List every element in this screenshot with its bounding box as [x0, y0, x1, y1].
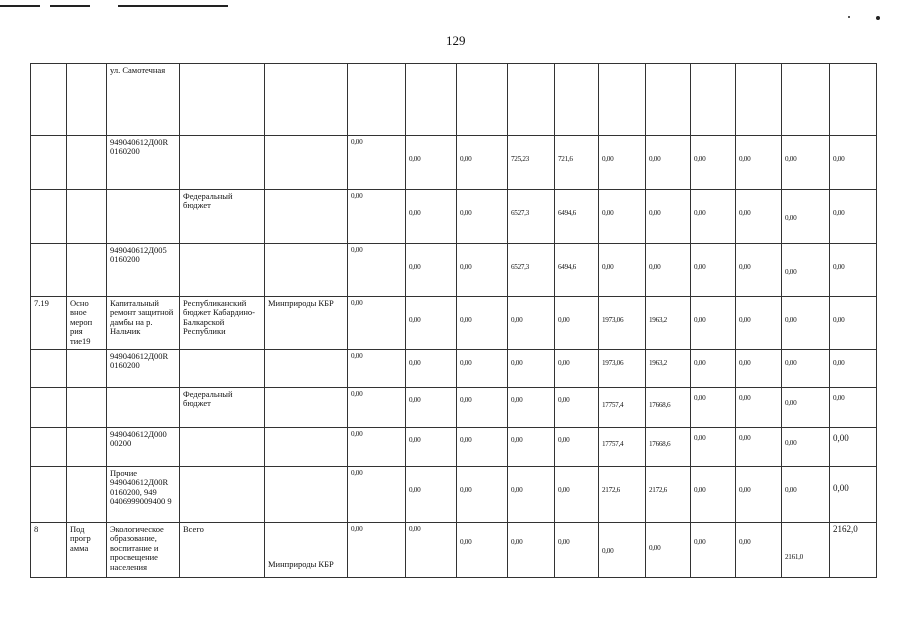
value-cell: 0,00 — [649, 155, 661, 163]
value-cell: 0,00 — [460, 155, 472, 163]
value-cell: 0,00 — [833, 155, 845, 163]
value-cell: 0,00 — [409, 209, 421, 217]
value-cell: 0,00 — [649, 263, 661, 271]
value-cell: 0,00 — [351, 525, 363, 533]
value-cell: 0,00 — [409, 155, 421, 163]
value-cell: 0,00 — [409, 486, 421, 494]
value-cell: 0,00 — [785, 399, 797, 407]
value-cell: 0,00 — [558, 538, 570, 546]
value-cell: 1963,2 — [649, 359, 667, 367]
table-row — [31, 350, 877, 388]
value-cell: 0,00 — [694, 155, 706, 163]
funding-source-cell — [180, 64, 265, 136]
funding-source-cell: Республиканский бюджет Кабардино-Балкарской Республики — [180, 297, 265, 350]
value-cell: 0,00 — [558, 359, 570, 367]
value-cell: 0,00 — [602, 263, 614, 271]
row-number-cell — [31, 64, 67, 136]
funding-source-cell: Федеральный бюджет — [180, 190, 265, 244]
table-row — [31, 297, 877, 350]
value-cell: 0,00 — [460, 486, 472, 494]
table-row — [31, 428, 877, 467]
value-cell: 0,00 — [409, 396, 421, 404]
value-cell: 0,00 — [558, 486, 570, 494]
table-row — [31, 244, 877, 297]
page-number: 129 — [446, 33, 466, 48]
row-number-cell: 7.19 — [31, 297, 67, 350]
value-cell: 0,00 — [460, 316, 472, 324]
value-cell: 0,00 — [785, 439, 797, 447]
program-table — [30, 63, 877, 578]
budget-code-cell: 949040612Д005 0160200 — [107, 244, 180, 297]
value-cell: 0,00 — [409, 436, 421, 444]
value-cell: 0,00 — [833, 263, 845, 271]
event-type-cell — [67, 64, 107, 136]
budget-code-cell: 949040612Д000 00200 — [107, 428, 180, 467]
value-cell: 0,00 — [833, 433, 849, 443]
value-cell: 0,00 — [785, 155, 797, 163]
executor-cell — [265, 64, 348, 136]
value-cell: 0,00 — [694, 486, 706, 494]
value-cell: 0,00 — [694, 209, 706, 217]
value-cell: 1973,06 — [602, 359, 624, 367]
executor-cell: Минприроды КБР — [265, 523, 348, 578]
value-cell: 0,00 — [409, 263, 421, 271]
row-number-cell: 8 — [31, 523, 67, 578]
value-cell: 0,00 — [833, 316, 845, 324]
funding-source-cell: Всего — [180, 523, 265, 578]
budget-code-cell: 949040612Д00R 0160200 — [107, 350, 180, 388]
value-cell: 0,00 — [460, 538, 472, 546]
value-cell: 0,00 — [351, 430, 363, 438]
value-cell: 0,00 — [351, 469, 363, 477]
value-cell: 0,00 — [785, 486, 797, 494]
value-cell: 0,00 — [460, 396, 472, 404]
event-name-cell: Экологическое образование, воспитание и просвещение населения — [107, 523, 180, 578]
table-row — [31, 388, 877, 428]
value-cell: 0,00 — [602, 209, 614, 217]
value-cell: 0,00 — [739, 209, 751, 217]
event-name-cell: Капитальный ремонт защитной дамбы на р. Нальчик — [107, 297, 180, 350]
value-cell: 2172,6 — [602, 486, 620, 494]
value-cell: 0,00 — [694, 394, 706, 402]
value-cell: 6527,3 — [511, 209, 529, 217]
value-cell: 0,00 — [351, 390, 363, 398]
table-row — [31, 64, 877, 136]
value-cell: 0,00 — [739, 538, 751, 546]
value-cell: 6494,6 — [558, 263, 576, 271]
value-cell: 0,00 — [351, 352, 363, 360]
value-cell: 0,00 — [409, 525, 421, 533]
value-cell: 0,00 — [649, 544, 661, 552]
event-type-cell: Осно вное мероп рия тие19 — [67, 297, 107, 350]
value-cell: 0,00 — [558, 316, 570, 324]
speck-mark — [848, 16, 850, 18]
value-cell: 0,00 — [785, 316, 797, 324]
value-cell: 0,00 — [785, 359, 797, 367]
value-cell: 0,00 — [602, 547, 614, 555]
value-cell: 2162,0 — [833, 524, 858, 534]
scan-artifact — [0, 0, 905, 8]
value-cell: 6494,6 — [558, 209, 576, 217]
value-cell: 0,00 — [602, 155, 614, 163]
value-cell: 0,00 — [833, 483, 849, 493]
budget-code-cell: Прочие 949040612Д00R 0160200, 949 0406999009400 9 — [107, 467, 180, 523]
value-cell: 725,23 — [511, 155, 529, 163]
value-cell: 0,00 — [409, 359, 421, 367]
value-cell: 0,00 — [785, 214, 797, 222]
value-cell: 0,00 — [739, 359, 751, 367]
value-cell: 0,00 — [460, 263, 472, 271]
value-cell: 721,6 — [558, 155, 573, 163]
value-cell: 1963,2 — [649, 316, 667, 324]
value-cell: 0,00 — [739, 434, 751, 442]
table-row — [31, 467, 877, 523]
value-cell: 0,00 — [351, 138, 363, 146]
value-cell: 0,00 — [460, 359, 472, 367]
table-row — [31, 136, 877, 190]
value-cell: 0,00 — [694, 359, 706, 367]
value-cell: 17668,6 — [649, 401, 671, 409]
table-row — [31, 523, 877, 578]
value-cell: 0,00 — [694, 316, 706, 324]
value-cell: 17757,4 — [602, 401, 624, 409]
value-cell: 6527,3 — [511, 263, 529, 271]
value-cell: 0,00 — [694, 263, 706, 271]
value-cell: 0,00 — [833, 209, 845, 217]
value-cell: 0,00 — [739, 394, 751, 402]
value-cell: 0,00 — [558, 436, 570, 444]
value-cell: 0,00 — [511, 538, 523, 546]
value-cell: 0,00 — [739, 316, 751, 324]
value-cell: 0,00 — [649, 209, 661, 217]
value-cell: 0,00 — [351, 192, 363, 200]
value-cell: 0,00 — [409, 316, 421, 324]
value-cell: 0,00 — [739, 486, 751, 494]
value-cell: 2172,6 — [649, 486, 667, 494]
value-cell: 17668,6 — [649, 440, 671, 448]
value-cell: 0,00 — [694, 434, 706, 442]
value-cell: 1973,06 — [602, 316, 624, 324]
table-row — [31, 190, 877, 244]
value-cell: 0,00 — [351, 246, 363, 254]
value-cell: 0,00 — [460, 209, 472, 217]
value-cell: 0,00 — [511, 396, 523, 404]
value-cell: 0,00 — [351, 299, 363, 307]
value-cell: 0,00 — [511, 436, 523, 444]
value-cell: 0,00 — [460, 436, 472, 444]
budget-code-cell: 949040612Д00R 0160200 — [107, 136, 180, 190]
value-cell: 0,00 — [833, 359, 845, 367]
value-cell: 0,00 — [558, 396, 570, 404]
value-cell: 2161,0 — [785, 553, 803, 561]
value-cell: 0,00 — [833, 394, 845, 402]
executor-cell: Минприроды КБР — [265, 297, 348, 350]
value-cell: 0,00 — [739, 263, 751, 271]
value-cell: 0,00 — [511, 486, 523, 494]
value-cell: 0,00 — [739, 155, 751, 163]
value-cell: 0,00 — [511, 316, 523, 324]
funding-source-cell: Федеральный бюджет — [180, 388, 265, 428]
event-type-cell: Под прогр амма — [67, 523, 107, 578]
event-name-cell: ул. Самотечная — [107, 64, 180, 136]
value-cell: 17757,4 — [602, 440, 624, 448]
value-cell: 0,00 — [785, 268, 797, 276]
speck-mark — [876, 16, 880, 20]
value-cell: 0,00 — [694, 538, 706, 546]
value-cell: 0,00 — [511, 359, 523, 367]
